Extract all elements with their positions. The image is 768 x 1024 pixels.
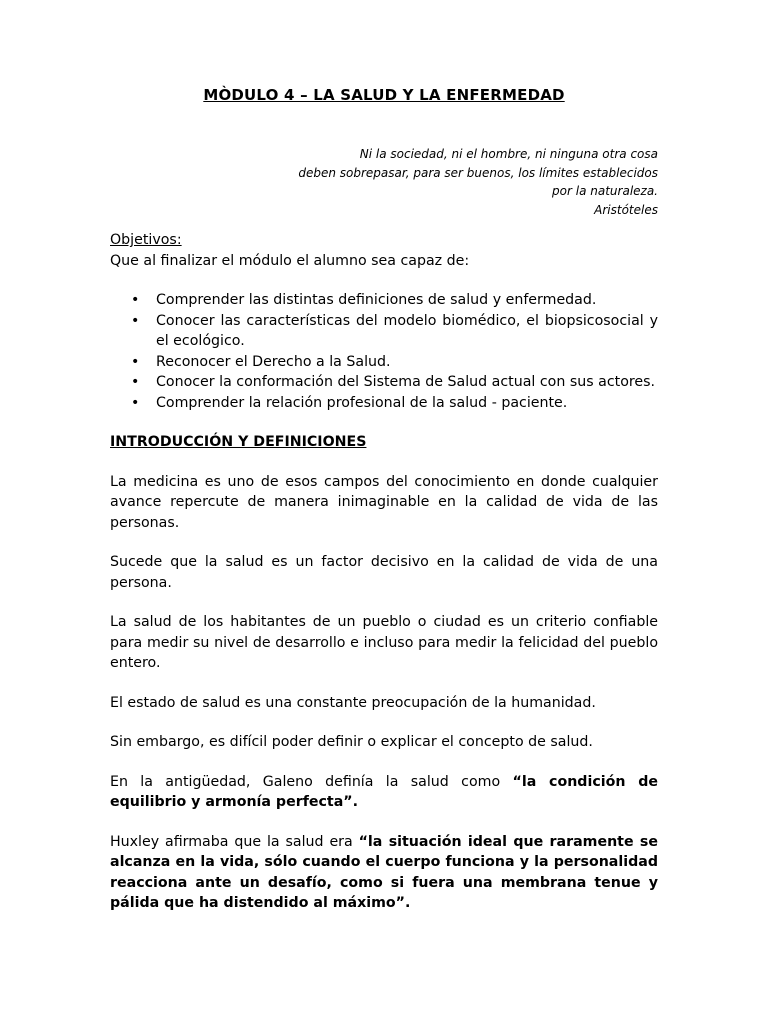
objective-item: • Reconocer el Derecho a la Salud. <box>156 352 658 373</box>
galeno-text: En la antigüedad, Galeno definía la salud como <box>110 773 513 790</box>
epigraph-line: por la naturaleza. <box>552 184 658 198</box>
objectives-intro: Que al finalizar el módulo el alumno sea capaz de: <box>110 252 470 269</box>
document-body <box>110 230 658 928</box>
document-title: MÒDULO 4 – LA SALUD Y LA ENFERMEDAD <box>203 86 565 104</box>
objective-item: • Comprender la relación profesional de la salud - paciente. <box>156 393 658 414</box>
paragraph: La salud de los habitantes de un pueblo o ciudad es un criterio confiable para medir su nivel de desarrollo e incluso para medir la felicidad del pueblo entero. <box>110 614 658 671</box>
galeno-quote: “la condición de equilibrio y armonía perfecta”. <box>110 773 658 810</box>
objectives-heading: Objetivos: <box>110 232 182 248</box>
paragraph: La medicina es uno de esos campos del conocimiento en donde cualquier avance repercute de manera inimaginable en la calidad de vida de las personas. <box>110 473 658 531</box>
objective-item: • Conocer las características del modelo biomédico, el biopsicosocial y el ecológico. <box>156 311 658 352</box>
epigraph-line: Ni la sociedad, ni el hombre, ni ninguna otra cosa <box>359 147 658 161</box>
galeno-paragraph <box>110 772 658 813</box>
objective-item: • Conocer la conformación del Sistema de Salud actual con sus actores. <box>156 372 658 393</box>
objective-item: • Comprender las distintas definiciones de salud y enfermedad. <box>156 290 658 311</box>
paragraph: El estado de salud es una constante preocupación de la humanidad. <box>110 694 596 711</box>
huxley-paragraph <box>110 832 658 914</box>
epigraph-author: Aristóteles <box>594 202 658 217</box>
objectives-list <box>110 290 658 413</box>
epigraph-line: deben sobrepasar, para ser buenos, los límites establecidos <box>298 165 658 180</box>
paragraph: Sucede que la salud es un factor decisivo en la calidad de vida de una persona. <box>110 554 658 591</box>
section-heading: INTRODUCCIÓN Y DEFINICIONES <box>110 434 367 450</box>
huxley-quote: “la situación ideal que raramente se alcanza en la vida, sólo cuando el cuerpo funciona y la personalidad reacciona ante un desafío, como si fuera una membrana tenue y pálida que ha distendido al máximo”. <box>110 833 658 911</box>
epigraph-quote <box>200 145 658 219</box>
huxley-text: Huxley afirmaba que la salud era <box>110 833 359 850</box>
paragraph: Sin embargo, es difícil poder definir o explicar el concepto de salud. <box>110 734 593 750</box>
